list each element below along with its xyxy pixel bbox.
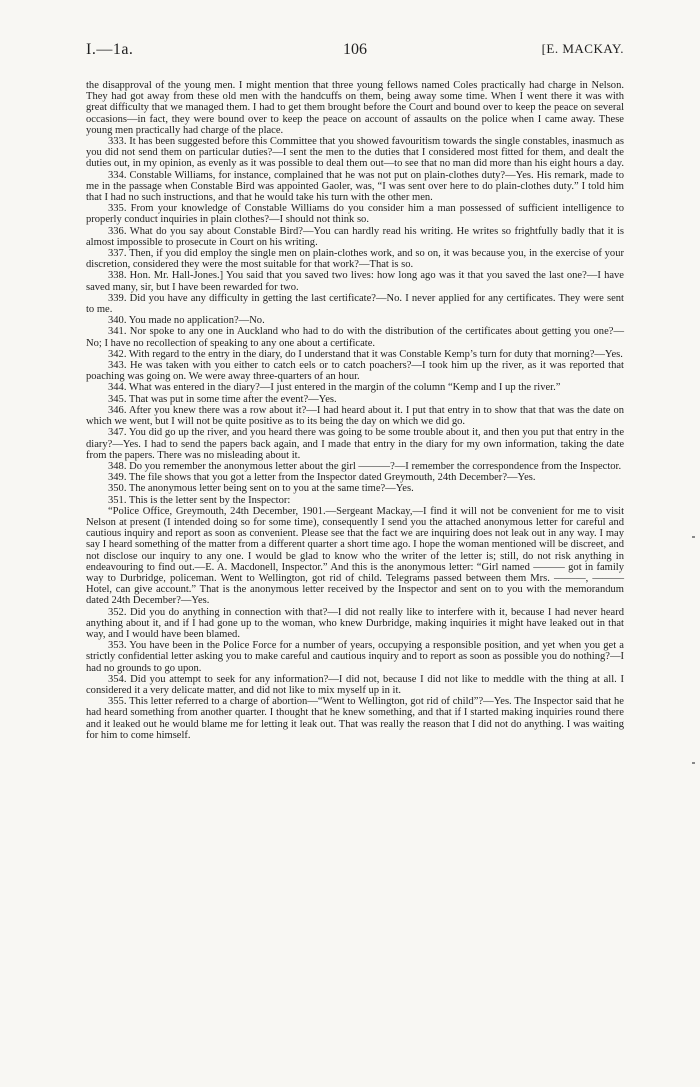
paragraph: 349. The file shows that you got a letter from the Inspector dated Greymouth, 24th December?—Yes. [108, 472, 536, 484]
paragraph: 340. You made no application?—No. [108, 315, 265, 327]
paragraph: 352. Did you do anything in connection with that?—I did not really like to interfere with it, because I had never heard anything about it, and if I had gone up to the woman, who knew Durbridge, making inquiries it might have leaked out in that way, and I would have been blamed. [86, 606, 624, 640]
document-code: I.—1a. [86, 41, 134, 58]
margin-mark [692, 536, 695, 538]
paragraph: 335. From your knowledge of Constable Williams do you consider him a man possessed of sufficient intelligence to properly conduct inquiries in plain clothes?—I should not think so. [86, 203, 624, 226]
paragraph: 353. You have been in the Police Force for a number of years, occupying a responsible position, and yet when you get a strictly confidential letter asking you to make careful and cautious inquiry and to report as soon as possible you do nothing?—I had no grounds to go upon. [86, 640, 624, 674]
page-number: 106 [343, 41, 367, 58]
paragraph: 347. You did go up the river, and you heard there was going to be some trouble about it, and then you put that entry in the diary?—Yes. I had to send the papers back again, and I made that entry in the diary for my own information, taking the date from the papers. There was no misleading about it. [86, 427, 624, 461]
paragraph: 336. What do you say about Constable Bird?—You can hardly read his writing. He writes so frightfully badly that it is almost impossible to prosecute in Court on his writing. [86, 225, 624, 248]
paragraph: 342. With regard to the entry in the diary, do I understand that it was Constable Kemp’s turn for duty that morning?—Yes. [108, 348, 623, 360]
witness-name: [E. MACKAY. [541, 41, 624, 56]
paragraph: 354. Did you attempt to seek for any information?—I did not, because I did not like to meddle with the thing at all. I considered it a very delicate matter, and did not like to mix myself up in it. [86, 673, 624, 696]
paragraph: 333. It has been suggested before this Committee that you showed favouritism towards the single constables, inasmuch as you did not send them on particular duties?—I sent the men to the duties that I considered most fitted for them, and dealt the duties out, in my opinion, as evenly as it was possible to deal them out—to see that no man did more than his eight hours a day. [86, 136, 624, 170]
paragraph: 345. That was put in some time after the event?—Yes. [108, 393, 337, 405]
paragraph: 350. The anonymous letter being sent on to you at the same time?—Yes. [108, 483, 414, 495]
paragraph: 337. Then, if you did employ the single men on plain-clothes work, and so on, it was because you, in the exercise of your discretion, considered they were the most suitable for that work?—That is so. [86, 248, 624, 271]
paragraph: 348. Do you remember the anonymous letter about the girl ———?—I remember the correspondence from the Inspector. [108, 460, 622, 472]
page-header [86, 41, 624, 61]
paragraph: 346. After you knew there was a row about it?—I had heard about it. I put that entry in to show that that was the date on which we went, but I will not be quite positive as to its being the day on which we did go. [86, 404, 624, 428]
paragraph: 341. Nor spoke to any one in Auckland who had to do with the distribution of the certificates about getting you one?—No; I have no recollection of speaking to any one about a certificate. [86, 326, 624, 349]
paragraph: 334. Constable Williams, for instance, complained that he was not put on plain-clothes duty?—Yes. His remark, made to me in the passage when Constable Bird was appointed Gaoler, was, “I was sent over here to do plain-clothes duty.” I told him that I had no such instructions, and that he would take his turn with the other men. [86, 169, 624, 204]
paragraph: 338. Hon. Mr. Hall-Jones.] You said that you saved two lives: how long ago was it that you saved the last one?—I have saved many, sir, but I have been rewarded for two. [86, 270, 624, 293]
paragraph: the disapproval of the young men. I might mention that three young fellows named Coles practically had charge in Nelson. They had got away from these old men with the handcuffs on them, being away some time. When I went there it was with great difficulty that we managed them. I had to get them brought before the Court and bound over to keep the peace on several occasions—in fact, they were bound over to keep the peace on account of assaults on the police when I came away. These young men practically had charge of the place. [86, 80, 624, 136]
paragraph: 339. Did you have any difficulty in getting the last certificate?—No. I never applied for any certificates. They were sent to me. [86, 292, 624, 316]
paragraph: 343. He was taken with you either to catch eels or to catch poachers?—I took him up the river, as it was reported that poaching was going on. We were away three-quarters of an hour. [86, 360, 624, 383]
margin-mark [692, 762, 695, 764]
quoted-letter: “Police Office, Greymouth, 24th December, 1901.—Sergeant Mackay,—I find it will not be convenient for me to visit Nelson at present (I intended doing so for some time), consequently I send you the attached anonymous letter for careful and cautious inquiry and report as soon as convenient. Please see that the fact we are inquiring does not leak out in any way. I may say I heard something of the matter from a different quarter a short time ago. I hope the woman mentioned will be discreet, and not disclose our inquiry to any one. I would be glad to know who the writer of the letter is; still, do not risk anything in endeavouring to find out.—E. A. Macdonell, Inspector.” And this is the anonymous letter: “Girl named ——— got in family way to Durbridge, policeman. Went to Wellington, got rid of child. Telegrams passed between them Mrs. ———, ——— Hotel, can give account.” That is the anonymous letter received by the Inspector and sent on to you with the memorandum dated 24th December?—Yes. [86, 505, 624, 607]
page-body [86, 80, 624, 741]
paragraph: 344. What was entered in the diary?—I just entered in the margin of the column “Kemp and I up the river.” [108, 382, 561, 394]
paragraph: 355. This letter referred to a charge of abortion—“Went to Wellington, got rid of child”?—Yes. The Inspector said that he had heard something from another quarter. I thought that he knew something, and that if I started making inquiries round there and it leaked out he would blame me for letting it leak out. That was really the reason that I did not do anything. I was waiting for him to come himself. [86, 696, 624, 741]
paragraph: 351. This is the letter sent by the Inspector: [108, 494, 291, 506]
